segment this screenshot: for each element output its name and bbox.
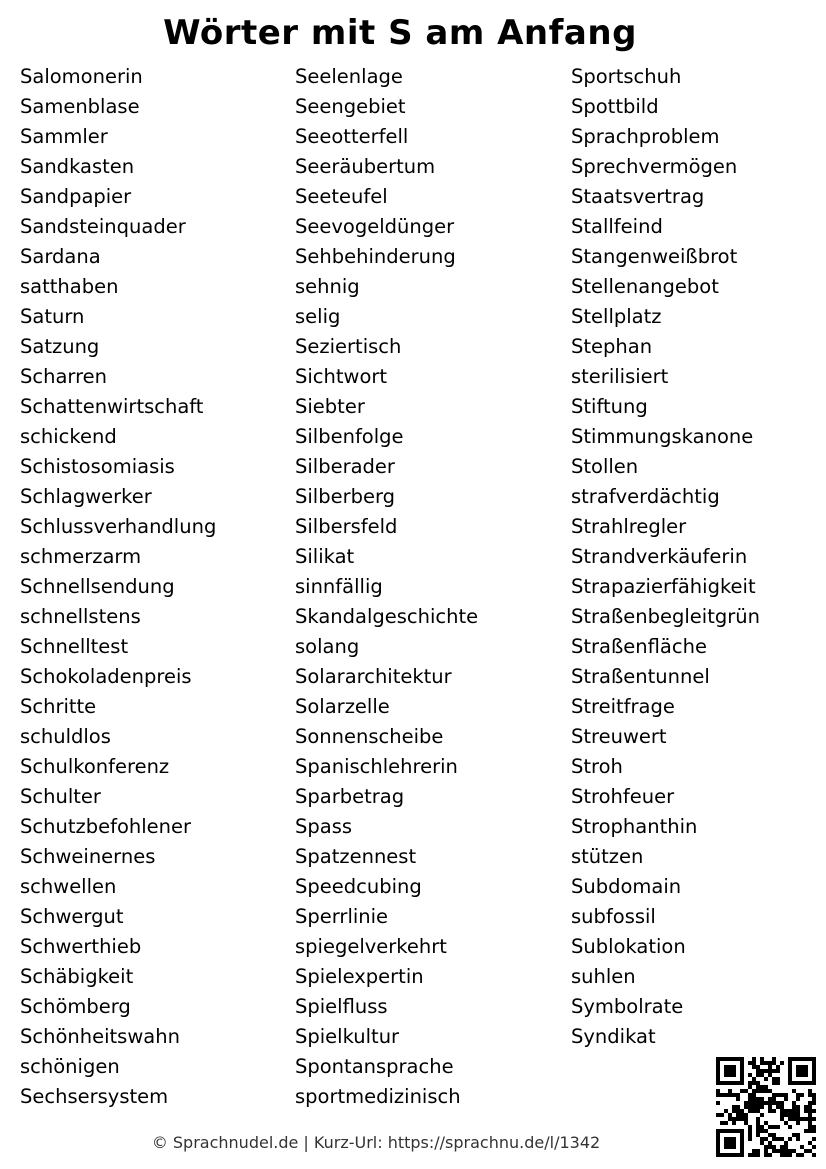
word-item: Streitfrage (571, 695, 675, 718)
word-item: Schnelltest (20, 635, 129, 658)
word-item: Samenblase (20, 95, 140, 118)
word-item: Sichtwort (295, 365, 388, 388)
word-item: stützen (571, 845, 644, 868)
word-item: Solarzelle (295, 695, 390, 718)
word-item: Schönheitswahn (20, 1025, 180, 1048)
word-item: Skandalgeschichte (295, 605, 479, 628)
word-item: Stiftung (571, 395, 648, 418)
word-item: Schömberg (20, 995, 131, 1018)
word-item: sinnfällig (295, 575, 383, 598)
word-item: Schlussverhandlung (20, 515, 217, 538)
word-item: Silberberg (295, 485, 396, 508)
word-item: spiegelverkehrt (295, 935, 447, 958)
word-item: selig (295, 305, 341, 328)
word-item: schönigen (20, 1055, 120, 1078)
word-item: Silberader (295, 455, 395, 478)
word-item: Strapazierfähigkeit (571, 575, 756, 598)
word-item: solang (295, 635, 360, 658)
word-item: Siebter (295, 395, 365, 418)
word-item: Seeotterfell (295, 125, 409, 148)
qr-code-icon (716, 1057, 816, 1157)
word-item: Sprachproblem (571, 125, 720, 148)
word-column-1 (20, 62, 216, 1112)
word-item: Schokoladenpreis (20, 665, 192, 688)
word-item: Schistosomiasis (20, 455, 175, 478)
word-item: Strahlregler (571, 515, 687, 538)
word-item: Sprechvermögen (571, 155, 738, 178)
word-item: Spass (295, 815, 353, 838)
word-item: Subdomain (571, 875, 682, 898)
word-item: Schlagwerker (20, 485, 152, 508)
word-item: satthaben (20, 275, 119, 298)
word-item: Silbenfolge (295, 425, 404, 448)
word-item: Stellenangebot (571, 275, 719, 298)
word-item: suhlen (571, 965, 636, 988)
word-item: subfossil (571, 905, 656, 928)
word-item: Strohfeuer (571, 785, 675, 808)
word-item: sehnig (295, 275, 360, 298)
word-item: Straßenbegleitgrün (571, 605, 760, 628)
word-item: schuldlos (20, 725, 111, 748)
word-item: Symbolrate (571, 995, 684, 1018)
word-item: Streuwert (571, 725, 667, 748)
word-item: Silbersfeld (295, 515, 398, 538)
word-item: schnellstens (20, 605, 141, 628)
word-item: schwellen (20, 875, 117, 898)
word-item: Seevogeldünger (295, 215, 455, 238)
word-column-2 (295, 62, 478, 1112)
word-item: strafverdächtig (571, 485, 720, 508)
word-item: Sandpapier (20, 185, 132, 208)
word-item: Stephan (571, 335, 653, 358)
word-item: Seelenlage (295, 65, 403, 88)
word-item: Sperrlinie (295, 905, 389, 928)
word-item: Salomonerin (20, 65, 143, 88)
footer-credit: © Sprachnudel.de | Kurz-Url: https://sprachnu.de/l/1342 (151, 1133, 601, 1152)
word-item: Sonnenscheibe (295, 725, 444, 748)
word-item: Sparbetrag (295, 785, 405, 808)
word-item: Stimmungskanone (571, 425, 754, 448)
word-item: Stallfeind (571, 215, 663, 238)
word-item: Speedcubing (295, 875, 422, 898)
word-item: Spanischlehrerin (295, 755, 458, 778)
word-item: Stangenweißbrot (571, 245, 738, 268)
word-item: schmerzarm (20, 545, 142, 568)
word-item: Stroh (571, 755, 623, 778)
word-item: schickend (20, 425, 117, 448)
word-item: Schwerthieb (20, 935, 142, 958)
word-item: Schulkonferenz (20, 755, 170, 778)
word-item: Schulter (20, 785, 101, 808)
word-item: Schweinernes (20, 845, 156, 868)
word-item: Schäbigkeit (20, 965, 134, 988)
word-item: Spottbild (571, 95, 659, 118)
word-item: Saturn (20, 305, 85, 328)
word-item: Solararchitektur (295, 665, 452, 688)
word-item: Sammler (20, 125, 108, 148)
word-item: Stollen (571, 455, 639, 478)
word-item: Spontansprache (295, 1055, 454, 1078)
word-item: Sehbehinderung (295, 245, 456, 268)
word-item: Spatzennest (295, 845, 417, 868)
word-item: Sardana (20, 245, 101, 268)
word-column-3 (571, 62, 760, 1052)
page-title: Wörter mit S am Anfang (163, 13, 637, 53)
word-item: Schwergut (20, 905, 124, 928)
word-item: Silikat (295, 545, 355, 568)
word-item: Stellplatz (571, 305, 662, 328)
word-item: Schattenwirtschaft (20, 395, 204, 418)
word-item: Seengebiet (295, 95, 406, 118)
word-item: Seeteufel (295, 185, 388, 208)
word-item: Strophanthin (571, 815, 698, 838)
word-item: Strandverkäuferin (571, 545, 748, 568)
word-item: Staatsvertrag (571, 185, 705, 208)
word-item: Seziertisch (295, 335, 402, 358)
word-item: Sechsersystem (20, 1085, 169, 1108)
word-item: Spielexpertin (295, 965, 424, 988)
word-item: Satzung (20, 335, 100, 358)
word-item: Syndikat (571, 1025, 656, 1048)
word-item: Schritte (20, 695, 97, 718)
word-item: Sportschuh (571, 65, 682, 88)
word-item: Sandkasten (20, 155, 135, 178)
word-item: Sandsteinquader (20, 215, 186, 238)
word-item: sportmedizinisch (295, 1085, 461, 1108)
word-item: Schnellsendung (20, 575, 175, 598)
word-item: sterilisiert (571, 365, 669, 388)
word-item: Straßentunnel (571, 665, 710, 688)
word-item: Straßenfläche (571, 635, 707, 658)
word-item: Seeräubertum (295, 155, 436, 178)
word-item: Spielkultur (295, 1025, 400, 1048)
word-item: Sublokation (571, 935, 686, 958)
word-item: Spielfluss (295, 995, 388, 1018)
word-item: Schutzbefohlener (20, 815, 192, 838)
word-item: Scharren (20, 365, 108, 388)
